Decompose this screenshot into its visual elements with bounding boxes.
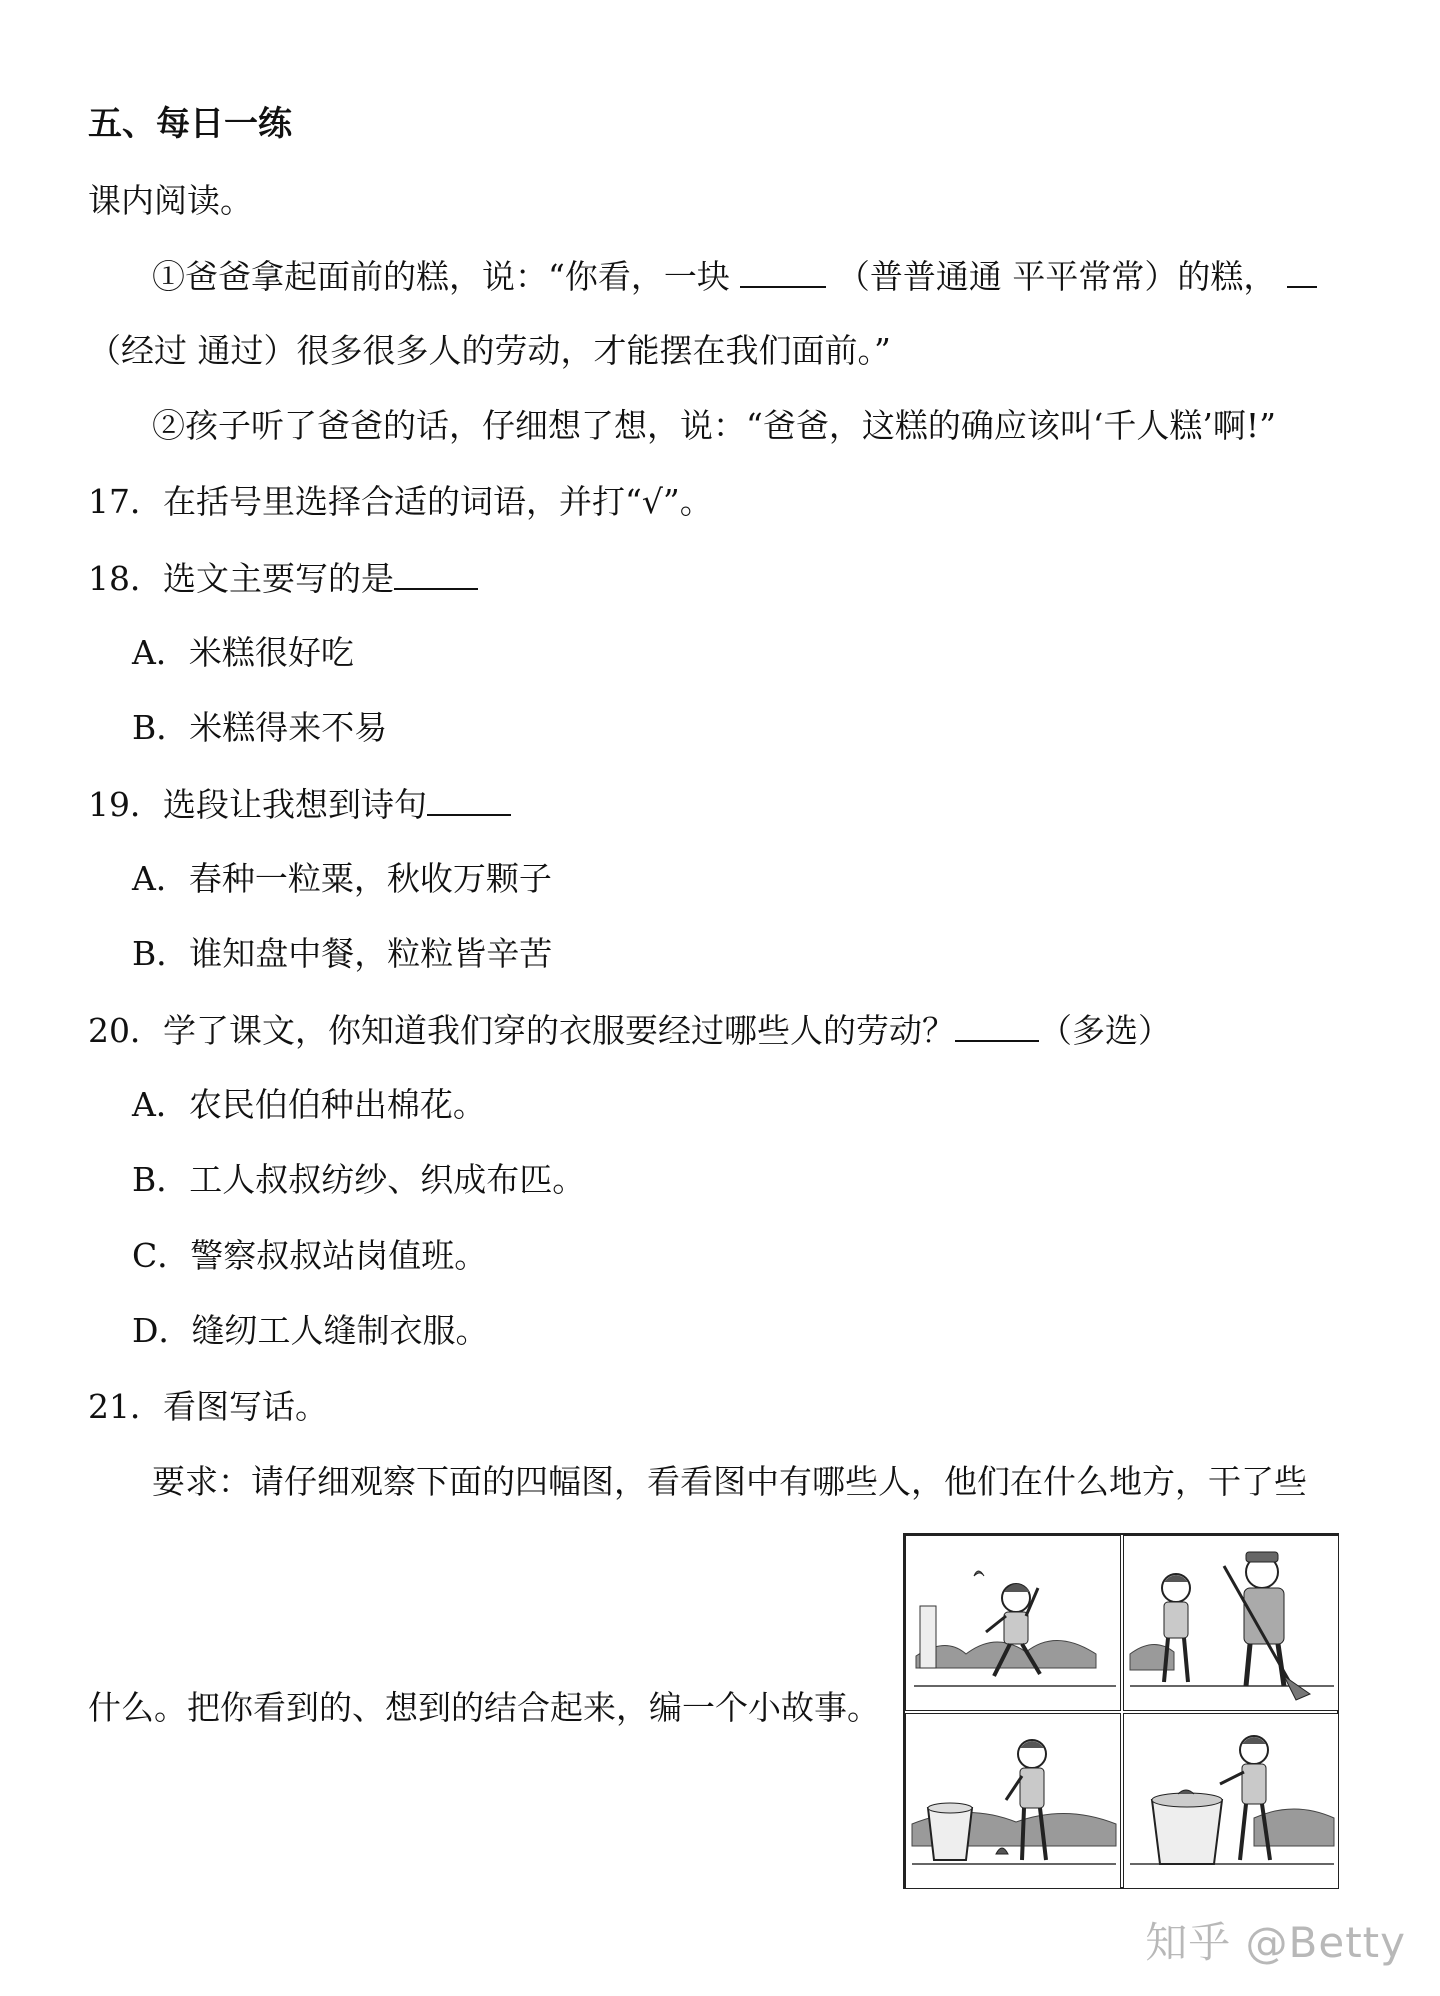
question-21-requirement: 要求：请仔细观察下面的四幅图，看看图中有哪些人，他们在什么地方，干了些 (152, 1462, 1307, 1501)
option-item: B．米糕得来不易 (132, 708, 388, 747)
question-18-text: 18．选文主要写的是 (88, 559, 394, 598)
answer-blank (1287, 256, 1317, 288)
reading-paragraph-1-cont: （经过 通过）很多很多人的劳动，才能摆在我们面前。” (88, 331, 891, 370)
answer-blank (740, 256, 826, 288)
picture-panel-4 (1123, 1713, 1339, 1889)
boy-throwing-peel-illustration (906, 1536, 1121, 1711)
option-item: D．缝纫工人缝制衣服。 (132, 1311, 489, 1350)
picture-panel-3 (905, 1713, 1121, 1889)
question-18 (88, 558, 478, 599)
question-21: 21．看图写话。 (88, 1387, 328, 1426)
answer-blank (955, 1010, 1039, 1042)
question-20-suffix: （多选） (1039, 1011, 1171, 1050)
reading-paragraph-2: ②孩子听了爸爸的话，仔细想了想，说：“爸爸，这糕的确应该叫‘千人糕’啊!” (152, 406, 1276, 445)
question-20-text: 20．学了课文，你知道我们穿的衣服要经过哪些人的劳动？ (88, 1011, 955, 1050)
question-19-text: 19．选段让我想到诗句 (88, 785, 427, 824)
para1-text-a: ①爸爸拿起面前的糕，说：“你看，一块 (152, 257, 730, 296)
boy-uses-trash-bin-illustration (1124, 1714, 1339, 1889)
answer-blank (427, 784, 511, 816)
question-20 (88, 1010, 1171, 1051)
section-title: 五、每日一练 (88, 104, 292, 144)
option-item: A．米糕很好吃 (132, 633, 354, 672)
boy-sees-peel-illustration (906, 1714, 1121, 1889)
option-item: B．谁知盘中餐，粒粒皆辛苦 (132, 934, 553, 973)
question-17: 17．在括号里选择合适的词语，并打“√”。 (88, 482, 713, 521)
answer-blank (394, 558, 478, 590)
watermark: 知乎 @Betty (1145, 1918, 1406, 1967)
question-21-requirement-cont: 什么。把你看到的、想到的结合起来，编一个小故事。 (88, 1688, 880, 1727)
picture-panel-1 (905, 1535, 1121, 1711)
worker-sweeping-illustration (1124, 1536, 1339, 1711)
para1-text-b: （普普通通 平平常常）的糕， (836, 257, 1277, 296)
reading-paragraph-1 (152, 256, 1317, 297)
option-item: A．农民伯伯种出棉花。 (132, 1085, 486, 1124)
reading-label: 课内阅读。 (88, 181, 253, 220)
option-item: C．警察叔叔站岗值班。 (132, 1236, 488, 1275)
option-item: A．春种一粒粟，秋收万颗子 (132, 859, 552, 898)
question-19 (88, 784, 511, 825)
picture-panel-2 (1123, 1535, 1339, 1711)
four-panel-picture (903, 1533, 1339, 1889)
option-item: B．工人叔叔纺纱、织成布匹。 (132, 1160, 586, 1199)
